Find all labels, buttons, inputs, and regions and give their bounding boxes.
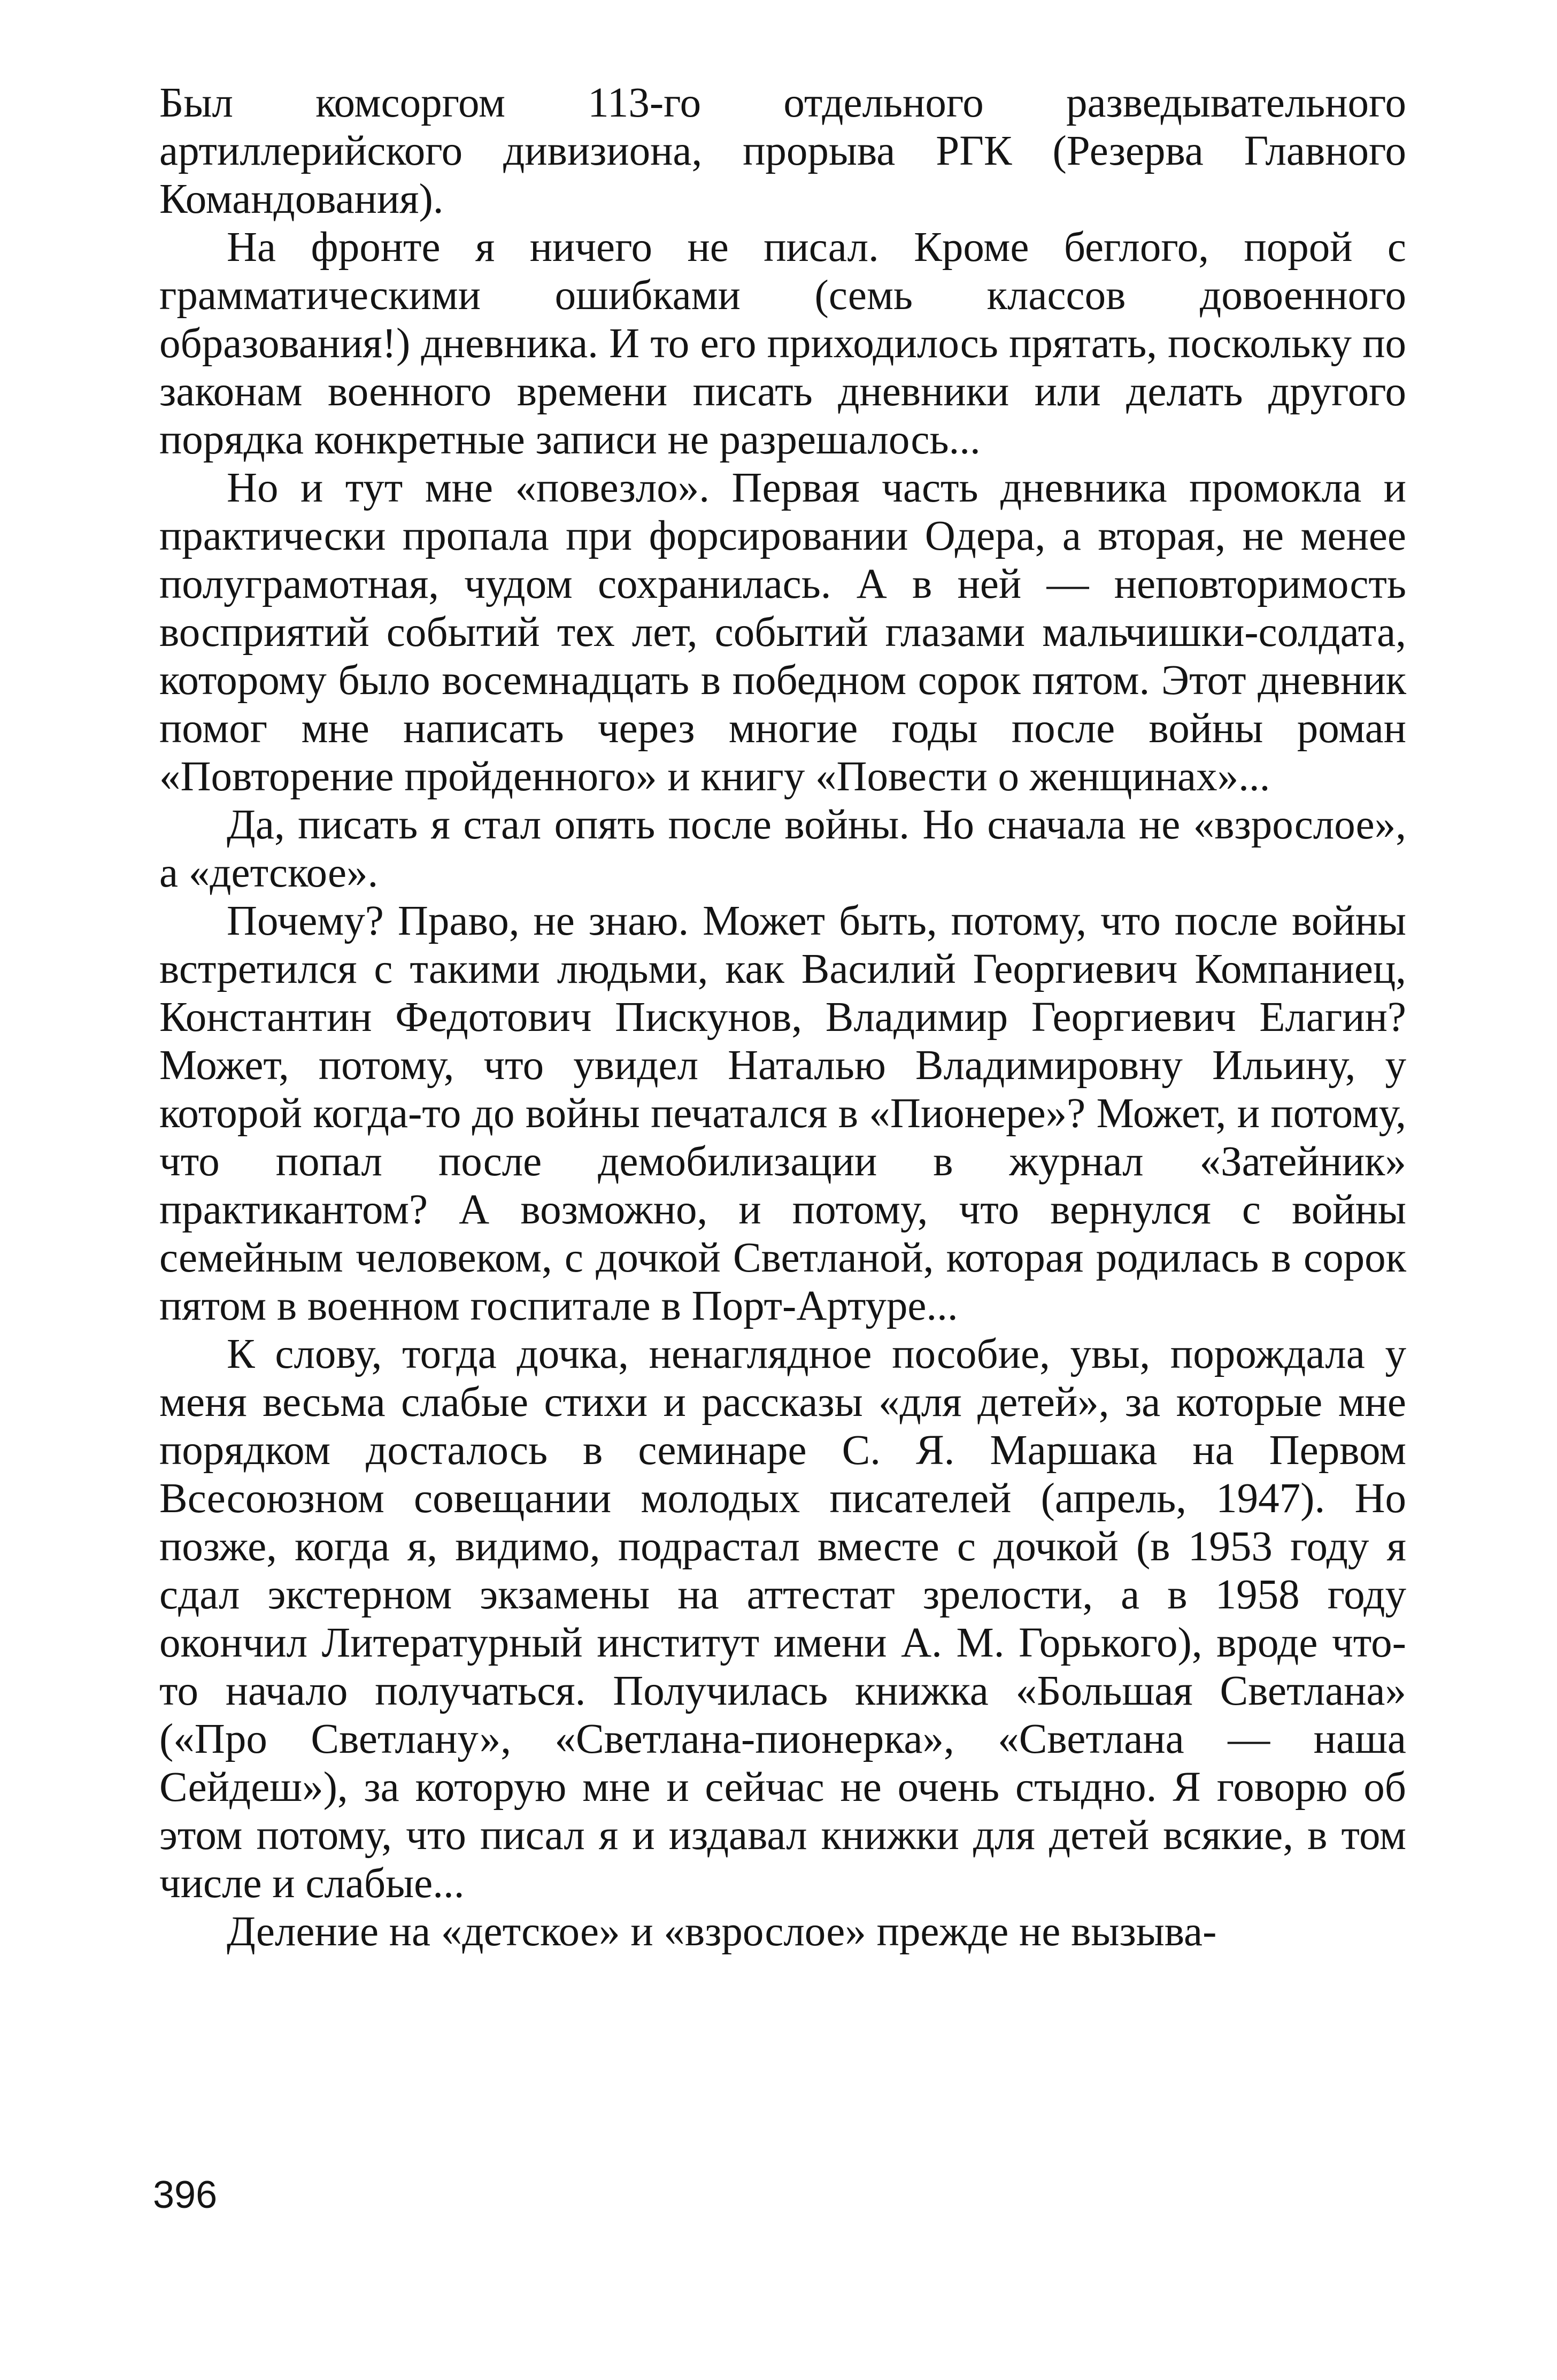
paragraph-2: На фронте я ничего не писал. Кроме беглого, порой с грамматическими ошибками (семь классов довоенного образования!) дневника. И то его приходилось прятать, поскольку по законам военного времени писать дневники или делать другого порядка конкретные записи не разрешалось... (159, 224, 1406, 463)
paragraph-4: Да, писать я стал опять после войны. Но сначала не «взрослое», а «детское». (159, 802, 1406, 896)
paragraph-1: Был комсоргом 113-го отдельного разведывательного артиллерийского дивизиона, прорыва РГК (Резерва Главного Командования). (159, 80, 1406, 222)
body-text (159, 79, 1406, 1956)
paragraph-6: К слову, тогда дочка, ненаглядное пособие, увы, порождала у меня весьма слабые стихи и рассказы «для детей», за которые мне порядком досталось в семинаре С. Я. Маршака на Первом Всесоюзном совещании молодых писателей (апрель, 1947). Но позже, когда я, видимо, подрастал вместе с дочкой (в 1953 году я сдал экстерном экзамены на аттестат зрелости, а в 1958 году окончил Литературный институт имени А. М. Горького), вроде что-то начало получаться. Получилась книжка «Большая Светлана» («Про Светлану», «Светлана-пионерка», «Светлана — наша Сейдеш»), за которую мне и сейчас не очень стыдно. Я говорю об этом потому, что писал я и издавал книжки для детей всякие, в том числе и слабые... (159, 1331, 1406, 1907)
paragraph-3: Но и тут мне «повезло». Первая часть дневника промокла и практически пропала при форсировании Одера, а вторая, не менее полуграмотная, чудом сохранилась. А в ней — неповторимость восприятий событий тех лет, событий глазами мальчишки-солдата, которому было восемнадцать в победном сорок пятом. Этот дневник помог мне написать через многие годы после войны роман «Повторение пройденного» и книгу «Повести о женщинах»... (159, 465, 1406, 800)
paragraph-5: Почему? Право, не знаю. Может быть, потому, что после войны встретился с такими людьми, как Василий Георгиевич Компаниец, Константин Федотович Пискунов, Владимир Георгиевич Елагин? Может, потому, что увидел Наталью Владимировну Ильину, у которой когда-то до войны печатался в «Пионере»? Может, и потому, что попал после демобилизации в журнал «Затейник» практикантом? А возможно, и потому, что вернулся с войны семейным человеком, с дочкой Светланой, которая родилась в сорок пятом в военном госпитале в Порт-Артуре... (159, 898, 1406, 1329)
page-number: 396 (153, 2174, 218, 2216)
paragraph-7: Деление на «детское» и «взрослое» прежде не вызыва- (227, 1908, 1217, 1955)
